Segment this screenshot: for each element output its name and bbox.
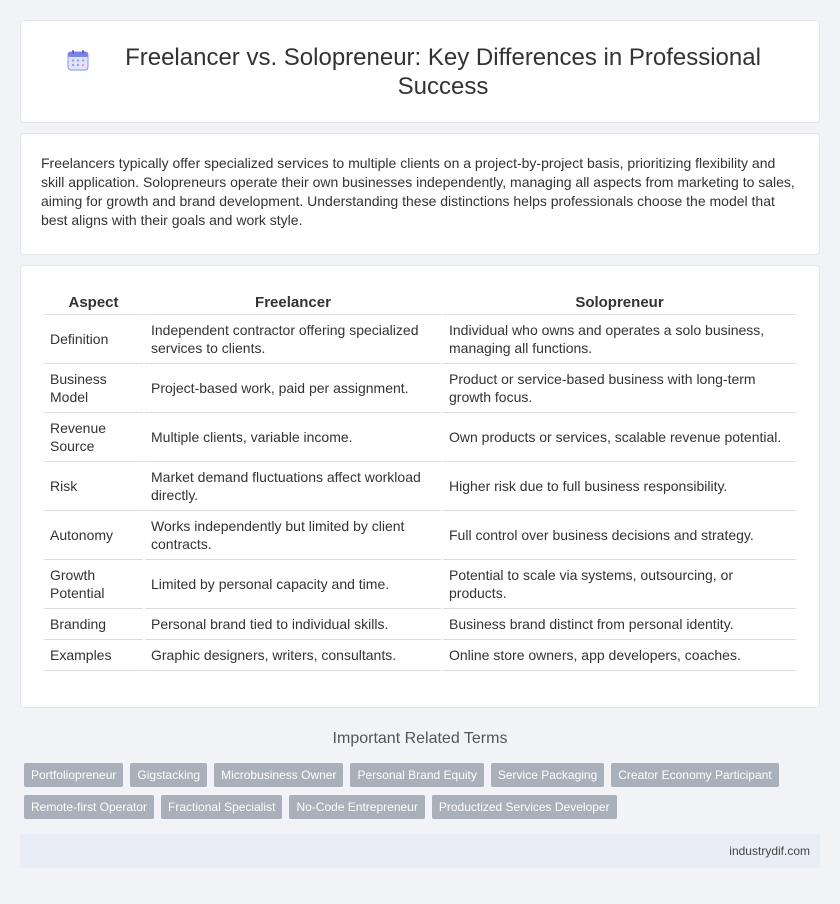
table-row [44,609,796,640]
page-title: Freelancer vs. Solopreneur: Key Differences in Professional Success [125,43,761,100]
intro-card [20,133,820,255]
footer [20,834,820,868]
aspect-cell: Branding [44,609,143,640]
table-row [44,640,796,671]
tag-link[interactable]: No-Code Entrepreneur [289,795,424,819]
solopreneur-cell: Own products or services, scalable revenue potential. [443,413,796,462]
freelancer-cell: Multiple clients, variable income. [145,413,441,462]
header-freelancer: Freelancer [145,291,441,315]
freelancer-cell: Independent contractor offering specialized services to clients. [145,315,441,364]
header-solopreneur: Solopreneur [443,291,796,315]
related-terms-title: Important Related Terms [332,730,508,747]
table-header-row [44,291,796,315]
solopreneur-cell: Business brand distinct from personal identity. [443,609,796,640]
table-row [44,511,796,560]
intro-text: Freelancers typically offer specialized services to multiple clients on a project-by-project basis, prioritizing flexibility and skill application. Solopreneurs operate their own businesses independently, managing all aspects from marketing to sales, aiming for growth and brand development. Understanding these distinctions helps professionals choose the model that best aligns with their goals and work style. [41,155,795,228]
table-row [44,560,796,609]
freelancer-cell: Works independently but limited by client contracts. [145,511,441,560]
freelancer-cell: Limited by personal capacity and time. [145,560,441,609]
tag-link[interactable]: Portfoliopreneur [24,763,123,787]
table-row [44,315,796,364]
tag-link[interactable]: Fractional Specialist [161,795,282,819]
table-row [44,462,796,511]
related-tags [24,763,820,827]
footer-site-link[interactable]: industrydif.com [729,844,810,858]
comparison-card [20,265,820,708]
solopreneur-cell: Individual who owns and operates a solo business, managing all functions. [443,315,796,364]
tag-link[interactable]: Remote-first Operator [24,795,154,819]
tag-link[interactable]: Productized Services Developer [432,795,617,819]
table-row [44,413,796,462]
freelancer-cell: Graphic designers, writers, consultants. [145,640,441,671]
comparison-table [42,291,798,671]
table-row [44,364,796,413]
aspect-cell: Definition [44,315,143,364]
solopreneur-cell: Online store owners, app developers, coaches. [443,640,796,671]
solopreneur-cell: Higher risk due to full business responsibility. [443,462,796,511]
aspect-cell: Autonomy [44,511,143,560]
header-card [20,20,820,123]
tag-link[interactable]: Microbusiness Owner [214,763,343,787]
aspect-cell: Growth Potential [44,560,143,609]
aspect-cell: Business Model [44,364,143,413]
aspect-cell: Risk [44,462,143,511]
freelancer-cell: Market demand fluctuations affect workload directly. [145,462,441,511]
tag-link[interactable]: Gigstacking [130,763,207,787]
title-wrap [67,43,773,101]
tag-link[interactable]: Service Packaging [491,763,604,787]
solopreneur-cell: Potential to scale via systems, outsourcing, or products. [443,560,796,609]
aspect-cell: Examples [44,640,143,671]
freelancer-cell: Personal brand tied to individual skills. [145,609,441,640]
solopreneur-cell: Full control over business decisions and strategy. [443,511,796,560]
header-aspect: Aspect [44,291,143,315]
aspect-cell: Revenue Source [44,413,143,462]
tag-link[interactable]: Personal Brand Equity [350,763,483,787]
calendar-icon [67,49,89,71]
tag-link[interactable]: Creator Economy Participant [611,763,778,787]
solopreneur-cell: Product or service-based business with long-term growth focus. [443,364,796,413]
freelancer-cell: Project-based work, paid per assignment. [145,364,441,413]
